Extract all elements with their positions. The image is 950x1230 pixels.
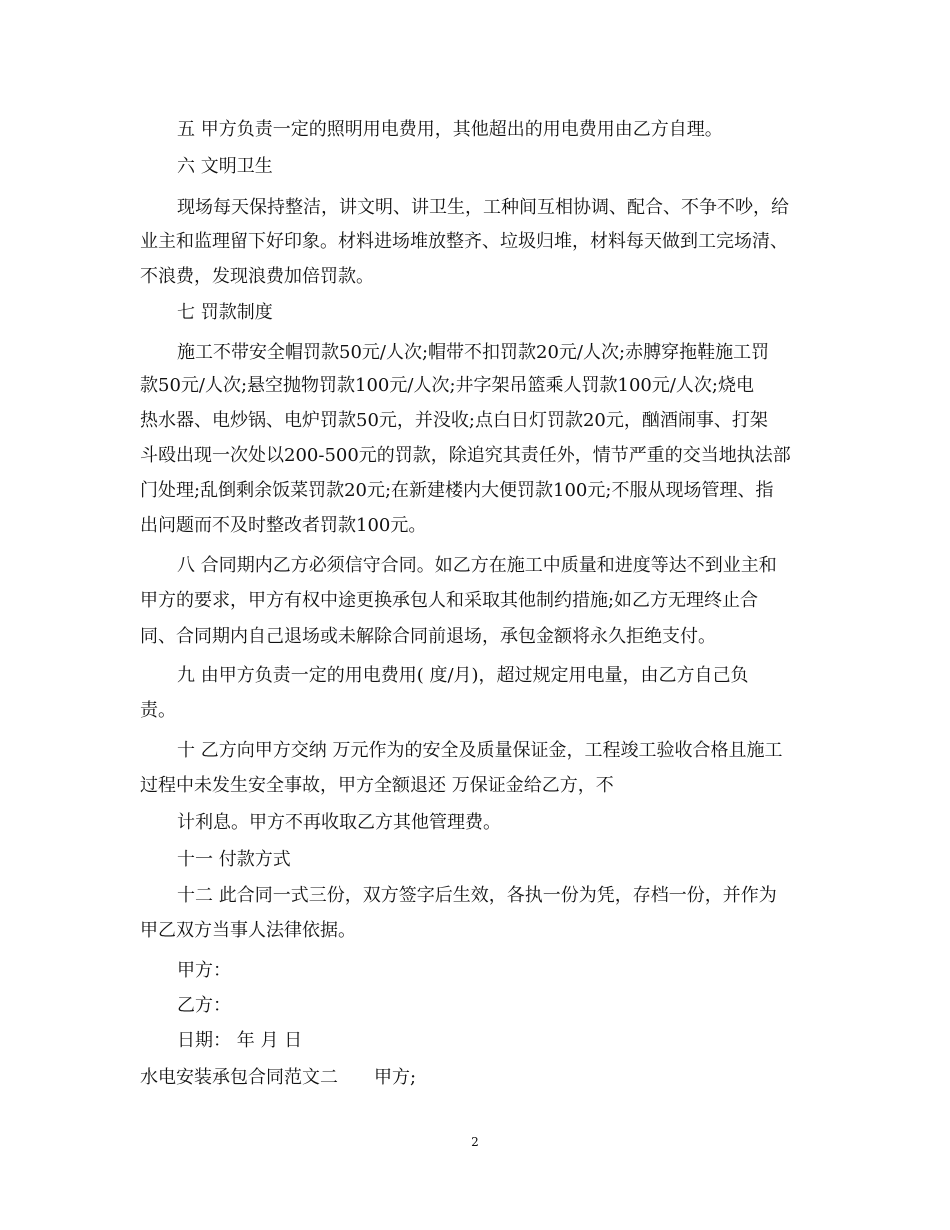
paragraph-line: 过程中未发生安全事故，甲方全额退还 万保证金给乙方，不 (140, 775, 614, 796)
paragraph-line: 出问题而不及时整改者罚款100元。 (140, 515, 427, 536)
paragraph-line: 斗殴出现一次处以200-500元的罚款，除追究其责任外，情节严重的交当地执法部 (140, 445, 791, 466)
section-heading: 六 文明卫生 (177, 156, 273, 177)
paragraph-line: 现场每天保持整洁，讲文明、讲卫生，工种间互相协调、配合、不争不吵，给 (177, 197, 789, 218)
paragraph-line: 八 合同期内乙方必须信守合同。如乙方在施工中质量和进度等达不到业主和 (177, 555, 777, 576)
next-document-title: 水电安装承包合同范文二 甲方; (140, 1067, 417, 1088)
signature-party-b: 乙方： (177, 995, 231, 1016)
signature-date: 日期： 年 月 日 (177, 1030, 303, 1051)
paragraph-line: 门处理;乱倒剩余饭菜罚款20元;在新建楼内大便罚款100元;不服从现场管理、指 (140, 480, 774, 501)
paragraph-line: 甲乙双方当事人法律依据。 (140, 920, 356, 941)
paragraph-line: 施工不带安全帽罚款50元/人次;帽带不扣罚款20元/人次;赤膊穿拖鞋施工罚 (177, 342, 770, 363)
paragraph-line: 同、合同期内自己退场或未解除合同前退场，承包金额将永久拒绝支付。 (140, 626, 716, 647)
section-heading: 十一 付款方式 (177, 849, 291, 870)
paragraph-line: 计利息。甲方不再收取乙方其他管理费。 (177, 812, 501, 833)
paragraph-line: 款50元/人次;悬空抛物罚款100元/人次;井字架吊篮乘人罚款100元/人次;烧电 (140, 375, 755, 396)
paragraph-line: 十二 此合同一式三份，双方签字后生效，各执一份为凭，存档一份，并作为 (177, 885, 777, 906)
paragraph-line: 甲方的要求，甲方有权中途更换承包人和采取其他制约措施;如乙方无理终止合 (140, 590, 759, 611)
signature-party-a: 甲方： (177, 960, 231, 981)
paragraph-line: 责。 (140, 700, 176, 721)
paragraph-line: 热水器、电炒锅、电炉罚款50元，并没收;点白日灯罚款20元，酗酒闹事、打架 (140, 410, 768, 431)
page-number: 2 (471, 1135, 479, 1149)
paragraph-line: 五 甲方负责一定的照明用电费用，其他超出的用电费用由乙方自理。 (177, 119, 723, 140)
paragraph-line: 十 乙方向甲方交纳 万元作为的安全及质量保证金，工程竣工验收合格且施工 (177, 740, 783, 761)
paragraph-line: 业主和监理留下好印象。材料进场堆放整齐、垃圾归堆，材料每天做到工完场清、 (140, 231, 788, 252)
paragraph-line: 九 由甲方负责一定的用电费用( 度/月)，超过规定用电量，由乙方自己负 (177, 665, 749, 686)
paragraph-line: 不浪费，发现浪费加倍罚款。 (140, 266, 374, 287)
section-heading: 七 罚款制度 (177, 302, 273, 323)
